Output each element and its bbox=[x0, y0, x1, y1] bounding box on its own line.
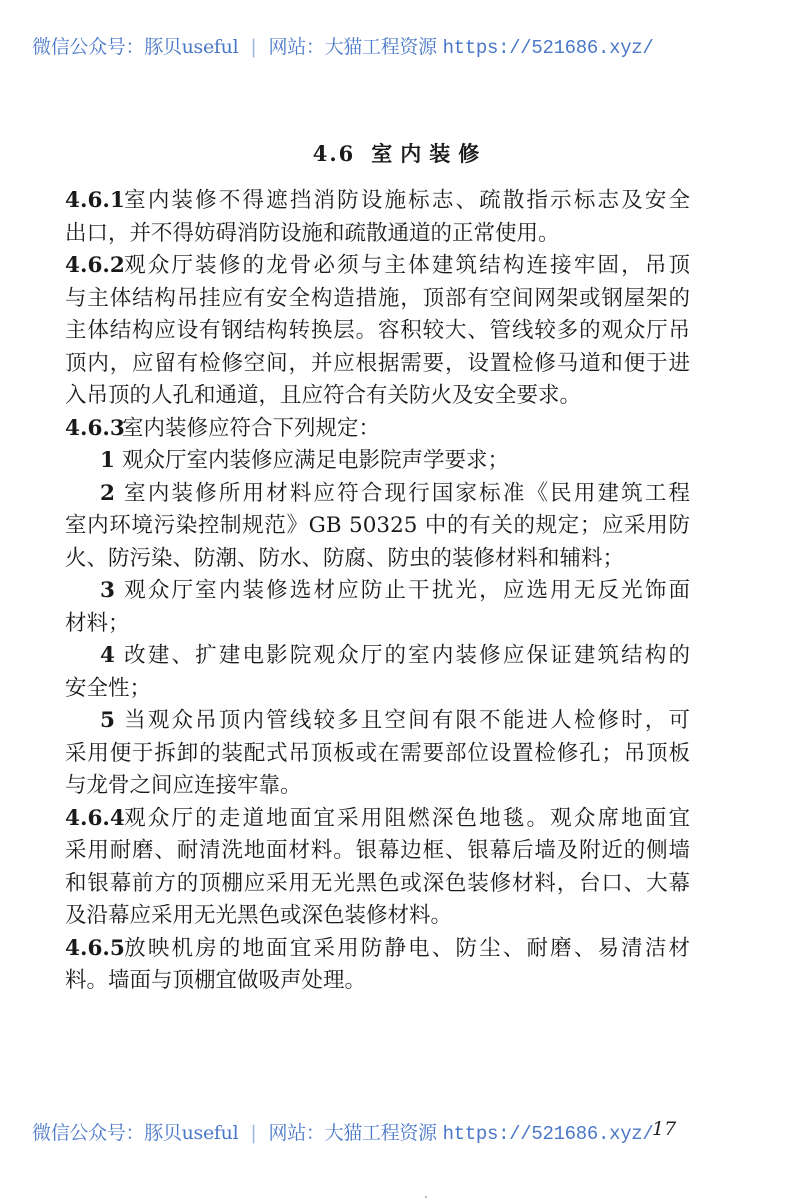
clause-text: 室内装修应符合下列规定： bbox=[122, 415, 381, 441]
clause-continuation-line bbox=[65, 900, 690, 933]
clause-number: 4.6.5 bbox=[65, 935, 125, 961]
clause-continuation-line bbox=[65, 315, 690, 348]
clause-text: 当观众吊顶内管线较多且空间有限不能进人检修时，可 bbox=[122, 708, 690, 733]
clause-text: 安全性； bbox=[65, 675, 152, 701]
list-item bbox=[65, 445, 690, 478]
item-number: 3 bbox=[100, 578, 115, 603]
clause-continuation-line bbox=[65, 835, 690, 868]
clause-text: 和银幕前方的顶棚应采用无光黑色或深色装修材料，台口、大幕 bbox=[65, 870, 690, 896]
item-number: 1 bbox=[100, 448, 115, 473]
clause-continuation-line bbox=[65, 510, 690, 543]
clause-text: 出口，并不得妨碍消防设施和疏散通道的正常使用。 bbox=[65, 220, 560, 246]
clause-text: 采用耐磨、耐清洗地面材料。银幕边框、银幕后墙及附近的侧墙 bbox=[65, 838, 690, 863]
clause-number: 4.6.2 bbox=[65, 253, 125, 278]
clause-continuation-line bbox=[65, 770, 690, 803]
watermark-site: 网站：大猫工程资源 bbox=[268, 1122, 437, 1144]
clause-text: 火、防污染、防潮、防水、防腐、防虫的装修材料和辅料； bbox=[65, 545, 625, 571]
document-body bbox=[65, 185, 690, 998]
item-number: 2 bbox=[100, 480, 115, 506]
clause-continuation-line bbox=[65, 348, 690, 381]
clause-text: 与龙骨之间应连接牢靠。 bbox=[65, 773, 302, 798]
clause bbox=[65, 185, 690, 218]
clause-text: 与主体结构吊挂应有安全构造措施，顶部有空间网架或钢屋架的 bbox=[65, 285, 690, 311]
clause-text: 室内装修所用材料应符合现行国家标准《民用建筑工程 bbox=[122, 480, 690, 506]
item-number: 4 bbox=[100, 643, 115, 668]
clause-text: 材料； bbox=[65, 610, 130, 636]
list-item bbox=[65, 705, 690, 738]
list-item bbox=[65, 478, 690, 511]
clause-text: 改建、扩建电影院观众厅的室内装修应保证建筑结构的 bbox=[122, 643, 690, 668]
clause-continuation-line bbox=[65, 380, 690, 413]
clause-text: 观众厅室内装修应满足电影院声学要求； bbox=[122, 448, 510, 473]
clause-number: 4.6.4 bbox=[65, 805, 125, 831]
clause bbox=[65, 250, 690, 283]
section-title bbox=[0, 138, 800, 168]
clause-text: 顶内，应留有检修空间，并应根据需要，设置检修马道和便于进 bbox=[65, 350, 690, 376]
list-item bbox=[65, 575, 690, 608]
section-number: 4.6 bbox=[312, 141, 356, 166]
list-item bbox=[65, 640, 690, 673]
clause-continuation-line bbox=[65, 543, 690, 576]
clause bbox=[65, 933, 690, 966]
watermark-separator: | bbox=[250, 1122, 257, 1144]
clause bbox=[65, 803, 690, 836]
clause-text: 观众厅室内装修选材应防止干扰光，应选用无反光饰面 bbox=[122, 578, 690, 603]
clause-text: 放映机房的地面宜采用防静电、防尘、耐磨、易清洁材 bbox=[122, 935, 690, 961]
clause-text: 及沿幕应采用无光黑色或深色装修材料。 bbox=[65, 903, 453, 928]
watermark-url[interactable]: https://521686.xyz/ bbox=[442, 1123, 654, 1145]
watermark-site: 网站：大猫工程资源 bbox=[268, 36, 437, 58]
clause-continuation-line bbox=[65, 673, 690, 706]
section-title-text: 室内装修 bbox=[371, 141, 488, 166]
clause-continuation-line bbox=[65, 868, 690, 901]
watermark-header bbox=[32, 32, 772, 59]
clause-text: 料。墙面与顶棚宜做吸声处理。 bbox=[65, 968, 367, 993]
clause-continuation-line bbox=[65, 283, 690, 316]
clause-text: 室内装修不得遮挡消防设施标志、疏散指示标志及安全 bbox=[122, 188, 690, 213]
item-number: 5 bbox=[100, 708, 115, 733]
page-number: 17 bbox=[652, 1118, 677, 1140]
watermark-separator: | bbox=[250, 36, 257, 58]
watermark-wechat: 微信公众号：豚贝useful bbox=[32, 1122, 239, 1144]
clause bbox=[65, 413, 690, 446]
watermark-wechat: 微信公众号：豚贝useful bbox=[32, 36, 239, 58]
scan-speck bbox=[425, 1196, 427, 1198]
clause-continuation-line bbox=[65, 738, 690, 771]
clause-text: 室内环境污染控制规范》GB 50325 中的有关的规定；应采用防 bbox=[65, 513, 690, 538]
clause-text: 采用便于拆卸的装配式吊顶板或在需要部位设置检修孔；吊顶板 bbox=[65, 740, 690, 766]
clause-text: 观众厅装修的龙骨必须与主体建筑结构连接牢固，吊顶 bbox=[122, 253, 690, 278]
clause-continuation-line bbox=[65, 218, 690, 251]
clause-text: 观众厅的走道地面宜采用阻燃深色地毯。观众席地面宜 bbox=[122, 805, 690, 831]
clause-number: 4.6.1 bbox=[65, 188, 125, 213]
clause-text: 入吊顶的人孔和通道，且应符合有关防火及安全要求。 bbox=[65, 383, 582, 408]
clause-continuation-line bbox=[65, 965, 690, 998]
watermark-url[interactable]: https://521686.xyz/ bbox=[442, 37, 654, 59]
clause-text: 主体结构应设有钢结构转换层。容积较大、管线较多的观众厅吊 bbox=[65, 318, 690, 343]
clause-continuation-line bbox=[65, 608, 690, 641]
clause-number: 4.6.3 bbox=[65, 415, 125, 441]
